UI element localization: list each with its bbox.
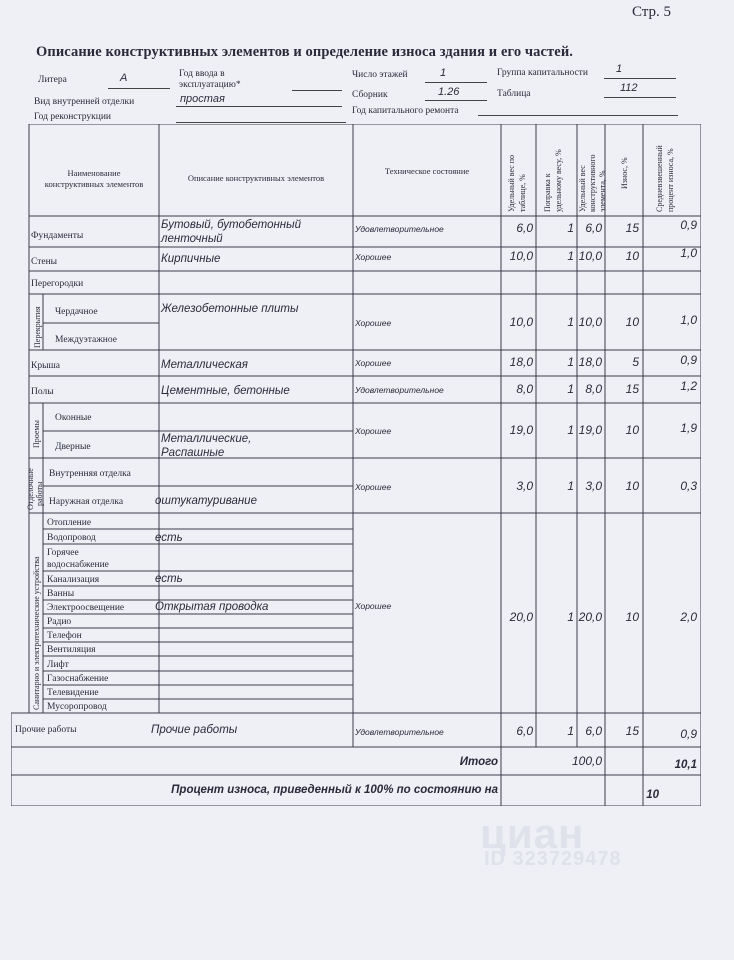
row-weight: 10,0 <box>509 315 533 329</box>
item-radio: Радио <box>47 617 72 627</box>
collection-label: Сборник <box>352 90 388 100</box>
row-weighted: 1,2 <box>680 379 697 393</box>
litera-value: А <box>120 72 128 84</box>
row-walls <box>31 246 697 267</box>
row-roof <box>31 353 697 371</box>
row-element-weight: 8,0 <box>585 382 602 396</box>
col-correction-header-2: удельному весу, % <box>554 149 563 212</box>
row-weight: 20,0 <box>509 610 533 624</box>
inner-label: Внутренняя отделка <box>49 469 131 479</box>
row-name: Фундаменты <box>31 231 84 241</box>
col-name-header-1: Наименование <box>67 168 121 178</box>
row-correction: 1 <box>567 382 574 396</box>
watermark-logo: циан <box>480 810 585 857</box>
col-condition-header: Техническое состояние <box>384 166 470 176</box>
row-description-2: Распашные <box>161 447 225 459</box>
row-correction: 1 <box>567 724 574 738</box>
row-wear: 10 <box>625 610 639 624</box>
row-wear: 15 <box>625 221 639 235</box>
floors-value: 1 <box>440 67 447 79</box>
capital-group-value: 1 <box>616 63 623 75</box>
water-description: есть <box>155 532 183 544</box>
row-condition: Хорошее <box>355 426 392 436</box>
item-electric: Электроосвещение <box>47 603 125 613</box>
sewer-description: есть <box>155 573 183 585</box>
row-openings <box>32 413 697 459</box>
row-name: Полы <box>31 387 54 397</box>
row-element-weight: 18,0 <box>578 355 602 369</box>
row-weight: 19,0 <box>509 423 533 437</box>
capital-group-underline <box>604 78 676 79</box>
row-weighted: 1,0 <box>680 246 697 260</box>
floors-label: Число этажей <box>352 70 408 80</box>
row-partitions <box>31 279 83 289</box>
row-correction: 1 <box>567 249 574 263</box>
group-label: Санитарно и электротехнические устройства <box>32 556 41 710</box>
collection-value: 1.26 <box>438 86 460 98</box>
window-label: Оконные <box>55 413 92 423</box>
item-baths: Ванны <box>47 589 75 599</box>
col-weight-header-2: таблице, % <box>518 174 527 212</box>
row-element-weight: 6,0 <box>585 724 602 738</box>
reconstruction-label: Год реконструкции <box>34 112 112 122</box>
row-description: Прочие работы <box>151 724 238 736</box>
row-condition: Удовлетворительное <box>355 727 444 737</box>
item-heating: Отопление <box>47 518 92 528</box>
row-element-weight: 10,0 <box>578 249 602 263</box>
collection-underline <box>425 100 487 101</box>
row-sanitary <box>32 518 697 712</box>
item-sewer: Канализация <box>47 575 100 585</box>
row-weight: 18,0 <box>509 355 533 369</box>
col-element-weight-header-2: конструктивного <box>588 154 597 212</box>
col-weighted-header-1: Средневзвешенный <box>655 145 664 212</box>
repair-underline <box>478 115 678 116</box>
row-element-weight: 19,0 <box>578 423 602 437</box>
table-label: Таблица <box>497 89 531 99</box>
row-foundation <box>31 218 697 245</box>
row-name: Стены <box>31 257 58 267</box>
row-floors-group <box>33 303 697 348</box>
row-percent <box>171 784 659 801</box>
item-hot-water-1: Горячее <box>47 548 79 558</box>
row-wear: 15 <box>625 382 639 396</box>
wear-table <box>11 124 701 806</box>
row-weighted: 0,3 <box>680 479 697 493</box>
row-condition: Хорошее <box>355 358 392 368</box>
capital-group-label: Группа капитальности <box>497 68 588 78</box>
row-weighted: 2,0 <box>680 610 697 624</box>
door-label: Дверные <box>55 442 91 452</box>
item-ventilation: Вентиляция <box>47 645 96 655</box>
item-lift: Лифт <box>47 660 69 670</box>
row-description-1: Металлические, <box>161 433 252 445</box>
page-number: Стр. 5 <box>632 4 672 20</box>
row-wear: 15 <box>625 724 639 738</box>
col-name-header-2: конструктивных элементов <box>44 179 144 189</box>
col-element-weight-header-1: Удельный вес <box>578 165 587 212</box>
col-wear-header: Износ, % <box>620 157 629 189</box>
item-water: Водопровод <box>47 533 96 543</box>
row-weight: 6,0 <box>516 724 533 738</box>
row-wear: 10 <box>625 479 639 493</box>
row-other <box>15 724 697 741</box>
total-weight: 100,0 <box>571 754 602 768</box>
table-value: 112 <box>620 82 638 94</box>
row-correction: 1 <box>567 355 574 369</box>
row-weight: 10,0 <box>509 249 533 263</box>
item-hot-water-2: водоснабжение <box>47 560 109 570</box>
electric-description: Открытая проводка <box>155 601 269 613</box>
year-label-1: Год ввода в <box>179 69 225 79</box>
row-element-weight: 20,0 <box>578 610 602 624</box>
outer-label: Наружная отделка <box>49 497 124 507</box>
col-correction-header-1: Поправка к <box>543 173 552 212</box>
row-description: оштукатуривание <box>155 495 257 507</box>
year-underline <box>292 90 342 91</box>
finish-underline <box>176 106 342 107</box>
row-condition: Хорошее <box>355 318 392 328</box>
row-correction: 1 <box>567 610 574 624</box>
item-garbage: Мусоропровод <box>47 702 107 712</box>
group-label: Перекрытия <box>33 306 42 348</box>
group-label-1: Отделочные <box>26 468 35 510</box>
group-label: Проемы <box>32 420 41 448</box>
group-label-2: работы <box>35 481 44 506</box>
table-underline <box>604 97 676 98</box>
row-weighted: 0,9 <box>680 218 697 232</box>
repair-label: Год капитального ремонта <box>352 106 459 116</box>
row-condition: Удовлетворительное <box>355 385 444 395</box>
row-weight: 6,0 <box>516 221 533 235</box>
col-weighted-header-2: процент износа, % <box>666 148 675 212</box>
row-correction: 1 <box>567 479 574 493</box>
row-name: Перегородки <box>31 279 84 289</box>
percent-value: 10 <box>646 789 659 801</box>
percent-label: Процент износа, приведенный к 100% по состоянию на <box>171 784 498 796</box>
item-phone: Телефон <box>47 631 82 641</box>
total-label: Итого <box>459 756 498 768</box>
finish-value: простая <box>180 93 225 105</box>
row-name: Прочие работы <box>15 725 77 735</box>
attic-label: Чердачное <box>55 307 98 317</box>
total-weighted: 10,1 <box>674 759 697 771</box>
year-label-2: эксплуатацию* <box>179 80 241 90</box>
row-flooring <box>31 379 697 397</box>
col-description-header: Описание конструктивных элементов <box>187 173 325 183</box>
litera-underline <box>108 88 170 89</box>
row-weighted: 0,9 <box>680 727 697 741</box>
row-condition: Хорошее <box>355 252 392 262</box>
row-wear: 10 <box>625 249 639 263</box>
reconstruction-underline <box>176 122 346 123</box>
watermark-id: ID 323729478 <box>484 848 622 870</box>
row-weight: 8,0 <box>516 382 533 396</box>
document-title: Описание конструктивных элементов и определение износа здания и его частей. <box>36 44 573 60</box>
row-correction: 1 <box>567 315 574 329</box>
row-total <box>460 754 697 771</box>
row-element-weight: 6,0 <box>585 221 602 235</box>
item-gas: Газоснабжение <box>47 674 109 684</box>
row-correction: 1 <box>567 221 574 235</box>
row-finishing <box>26 468 697 510</box>
row-description: Металлическая <box>161 359 248 371</box>
row-description-1: Бутовый, бутобетонный <box>161 219 301 231</box>
row-condition: Удовлетворительное <box>355 224 444 234</box>
row-correction: 1 <box>567 423 574 437</box>
row-description-2: ленточный <box>161 233 223 245</box>
row-weighted: 0,9 <box>680 353 697 367</box>
row-element-weight: 10,0 <box>578 315 602 329</box>
floors-underline <box>425 82 487 83</box>
row-wear: 5 <box>632 355 639 369</box>
row-name: Крыша <box>31 361 61 371</box>
row-element-weight: 3,0 <box>585 479 602 493</box>
col-weight-header-1: Удельный вес по <box>507 154 516 212</box>
item-tv: Телевидение <box>47 688 99 698</box>
column-headers <box>45 144 675 212</box>
row-wear: 10 <box>625 315 639 329</box>
row-description: Кирпичные <box>161 253 221 265</box>
electric-condition: Хорошее <box>355 601 392 611</box>
row-weighted: 1,9 <box>680 421 697 435</box>
row-condition: Хорошее <box>355 482 392 492</box>
row-description: Железобетонные плиты <box>161 303 299 315</box>
row-description: Цементные, бетонные <box>161 385 290 397</box>
finish-label: Вид внутренней отделки <box>34 97 135 107</box>
row-wear: 10 <box>625 423 639 437</box>
col-element-weight-header-3: элемента, % <box>598 170 607 212</box>
row-weighted: 1,0 <box>680 313 697 327</box>
litera-label: Литера <box>38 75 67 85</box>
row-weight: 3,0 <box>516 479 533 493</box>
interfloor-label: Междуэтажное <box>55 335 117 345</box>
